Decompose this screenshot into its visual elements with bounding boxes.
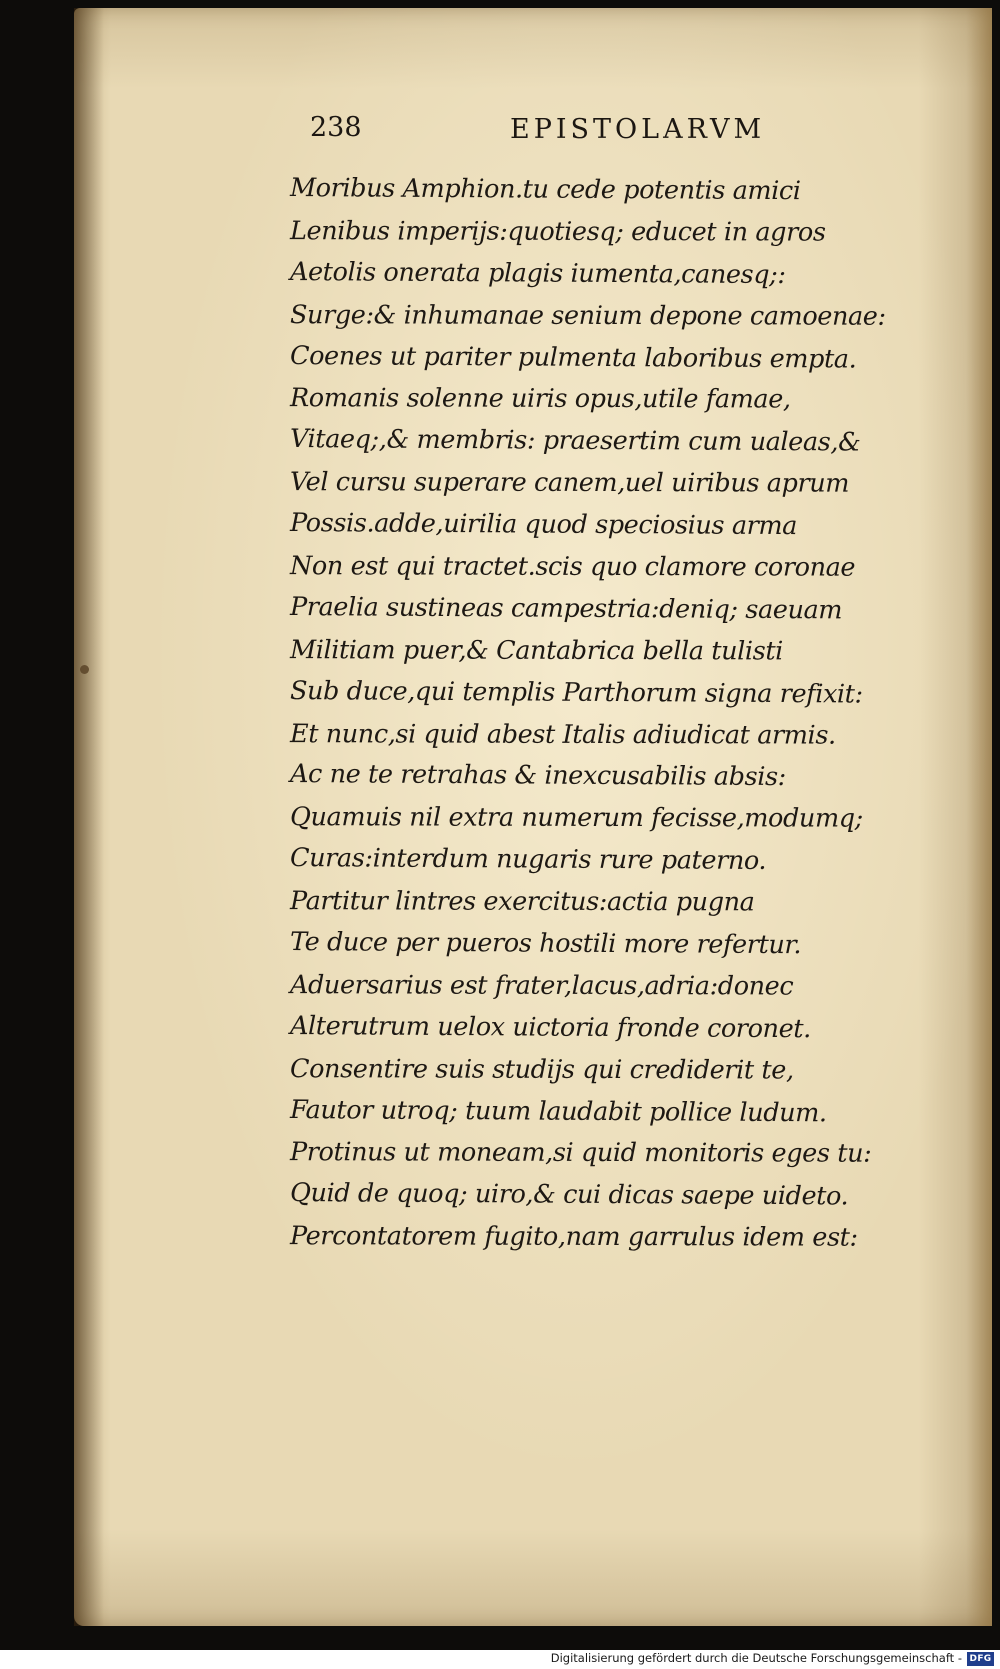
- verse-line: Fautor utroq; tuum laudabit pollice ludum.: [289, 1094, 827, 1128]
- verse-line: Sub duce,qui templis Parthorum signa refixit:: [289, 675, 863, 710]
- ink-stain: [80, 665, 89, 674]
- verse-line: Moribus Amphion.tu cede potentis amici: [289, 173, 801, 207]
- verse-line: Militiam puer,& Cantabrica bella tulisti: [289, 634, 784, 667]
- funding-credit: Digitalisierung gefördert durch die Deutsche Forschungsgemeinschaft -: [550, 1651, 962, 1665]
- verse-line: Et nunc,si quid abest Italis adiudicat armis.: [289, 718, 836, 751]
- verse-line: Partitur lintres exercitus:actia pugna: [289, 886, 755, 918]
- verse-line: Curas:interdum nugaris rure paterno.: [289, 843, 767, 877]
- verse-line: Praelia sustineas campestria:deniq; saeuam: [289, 591, 843, 626]
- verse-line: Ac ne te retrahas & inexcusabilis absis:: [289, 759, 786, 793]
- verse-line: Percontatorem fugito,nam garrulus idem est:: [289, 1221, 858, 1253]
- dfg-logo: DFG: [967, 1652, 994, 1666]
- verse-line: Vel cursu superare canem,uel uiribus aprum: [289, 467, 850, 499]
- running-head: EPISTOLARVM: [510, 114, 766, 145]
- verse-line: Aetolis onerata plagis iumenta,canesq;:: [289, 256, 786, 290]
- verse-line: Coenes ut pariter pulmenta laboribus empta.: [289, 340, 857, 375]
- page-header: [310, 112, 830, 160]
- page-edge: [966, 8, 992, 1626]
- verse-line: Possis.adde,uirilia quod speciosius arma: [289, 508, 798, 542]
- verse-block: [290, 170, 930, 1259]
- verse-line: Non est qui tractet.scis quo clamore coronae: [289, 551, 856, 583]
- verse-line: Consentire suis studijs qui crediderit te,: [289, 1053, 794, 1086]
- verse-line: Quid de quoq; uiro,& cui dicas saepe uideto.: [289, 1178, 849, 1212]
- verse-line: Aduersarius est frater,lacus,adria:donec: [289, 970, 794, 1002]
- spine-shadow: [74, 8, 104, 1626]
- footer-bar: [0, 1650, 1000, 1669]
- verse-line: Te duce per pueros hostili more refertur.: [289, 927, 802, 961]
- verse-line: Quamuis nil extra numerum fecisse,modumq;: [289, 802, 863, 835]
- verse-line: Alterutrum uelox uictoria fronde coronet.: [289, 1010, 811, 1045]
- verse-line: Protinus ut moneam,si quid monitoris eges tu:: [289, 1137, 872, 1170]
- page-number: 238: [310, 112, 362, 143]
- verse-line: Lenibus imperijs:quotiesq; educet in agros: [289, 216, 826, 248]
- verse-line: Romanis solenne uiris opus,utile famae,: [289, 383, 791, 415]
- verse-line: Surge:& inhumanae senium depone camoenae:: [289, 299, 886, 332]
- verse-line: Vitaeq;,& membris: praesertim cum ualeas,&: [289, 424, 861, 458]
